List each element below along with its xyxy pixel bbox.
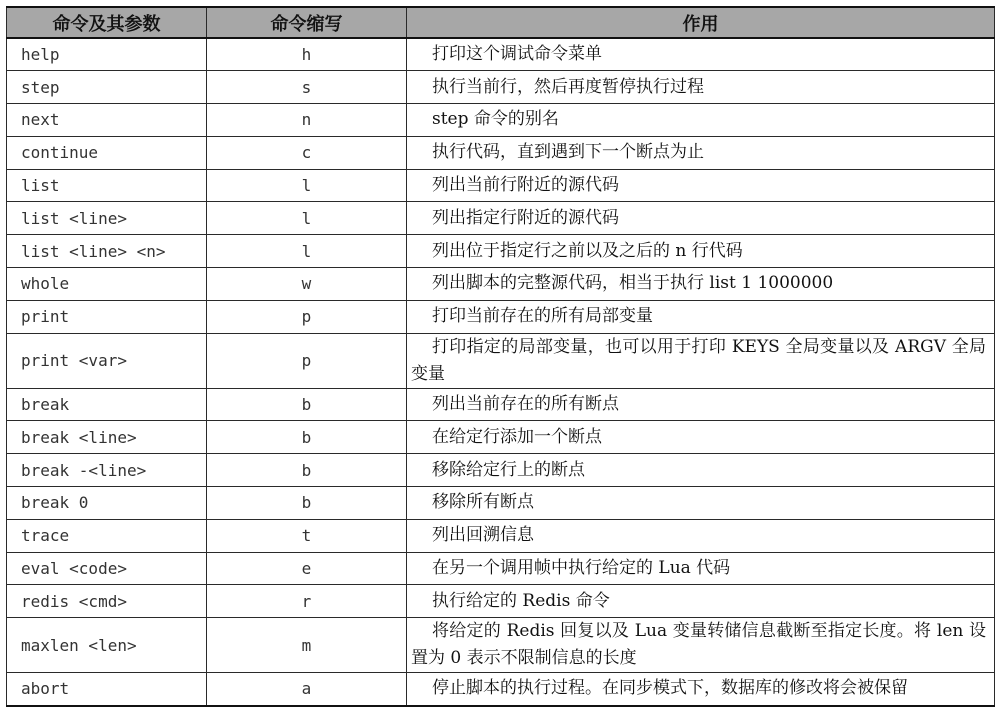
abbreviation-cell: l <box>207 202 407 235</box>
abbreviation-cell: p <box>207 300 407 333</box>
description-cell: 打印这个调试命令菜单 <box>407 38 995 71</box>
table-row <box>7 421 995 454</box>
debug-commands-table-container <box>6 6 994 707</box>
table-row <box>7 71 995 104</box>
debug-commands-table <box>6 6 995 707</box>
description-cell: 列出指定行附近的源代码 <box>407 202 995 235</box>
description-cell: 执行当前行，然后再度暂停执行过程 <box>407 71 995 104</box>
abbreviation-cell: l <box>207 235 407 268</box>
description-cell: 打印指定的局部变量，也可以用于打印 KEYS 全局变量以及 ARGV 全局变量 <box>407 333 995 388</box>
table-row <box>7 388 995 421</box>
abbreviation-cell: l <box>207 169 407 202</box>
table-row <box>7 235 995 268</box>
command-cell: abort <box>7 673 207 706</box>
command-cell: step <box>7 71 207 104</box>
abbreviation-cell: e <box>207 552 407 585</box>
abbreviation-cell: t <box>207 519 407 552</box>
command-cell: trace <box>7 519 207 552</box>
table-row <box>7 300 995 333</box>
table-row <box>7 268 995 301</box>
table-row <box>7 585 995 618</box>
command-cell: print <box>7 300 207 333</box>
header-description: 作用 <box>407 7 995 38</box>
table-row <box>7 169 995 202</box>
command-cell: print <var> <box>7 333 207 388</box>
abbreviation-cell: c <box>207 136 407 169</box>
description-cell: 列出当前行附近的源代码 <box>407 169 995 202</box>
description-cell: 移除所有断点 <box>407 487 995 520</box>
abbreviation-cell: m <box>207 618 407 673</box>
description-cell: 列出当前存在的所有断点 <box>407 388 995 421</box>
command-cell: maxlen <len> <box>7 618 207 673</box>
command-cell: help <box>7 38 207 71</box>
command-cell: break 0 <box>7 487 207 520</box>
abbreviation-cell: b <box>207 388 407 421</box>
command-cell: list <line> <box>7 202 207 235</box>
abbreviation-cell: b <box>207 454 407 487</box>
table-row <box>7 333 995 388</box>
command-cell: whole <box>7 268 207 301</box>
table-row <box>7 104 995 137</box>
table-row <box>7 454 995 487</box>
command-cell: list <box>7 169 207 202</box>
description-cell: 移除给定行上的断点 <box>407 454 995 487</box>
description-cell: 列出脚本的完整源代码，相当于执行 list 1 1000000 <box>407 268 995 301</box>
command-cell: redis <cmd> <box>7 585 207 618</box>
description-cell: 将给定的 Redis 回复以及 Lua 变量转储信息截断至指定长度。将 len 设置为 0 表示不限制信息的长度 <box>407 618 995 673</box>
table-row <box>7 202 995 235</box>
abbreviation-cell: s <box>207 71 407 104</box>
command-cell: next <box>7 104 207 137</box>
abbreviation-cell: n <box>207 104 407 137</box>
description-cell: 执行代码，直到遇到下一个断点为止 <box>407 136 995 169</box>
command-cell: continue <box>7 136 207 169</box>
table-header <box>7 7 995 38</box>
table-body <box>7 38 995 706</box>
command-cell: break <box>7 388 207 421</box>
header-command: 命令及其参数 <box>7 7 207 38</box>
description-cell: 停止脚本的执行过程。在同步模式下，数据库的修改将会被保留 <box>407 673 995 706</box>
description-cell: 在给定行添加一个断点 <box>407 421 995 454</box>
abbreviation-cell: b <box>207 421 407 454</box>
header-row <box>7 7 995 38</box>
table-row <box>7 38 995 71</box>
description-cell: 执行给定的 Redis 命令 <box>407 585 995 618</box>
abbreviation-cell: p <box>207 333 407 388</box>
table-row <box>7 673 995 706</box>
abbreviation-cell: w <box>207 268 407 301</box>
description-cell: 列出回溯信息 <box>407 519 995 552</box>
command-cell: list <line> <n> <box>7 235 207 268</box>
abbreviation-cell: r <box>207 585 407 618</box>
table-row <box>7 487 995 520</box>
description-cell: 列出位于指定行之前以及之后的 n 行代码 <box>407 235 995 268</box>
description-cell: 在另一个调用帧中执行给定的 Lua 代码 <box>407 552 995 585</box>
command-cell: break <line> <box>7 421 207 454</box>
header-abbreviation: 命令缩写 <box>207 7 407 38</box>
abbreviation-cell: h <box>207 38 407 71</box>
table-row <box>7 552 995 585</box>
table-row <box>7 519 995 552</box>
abbreviation-cell: b <box>207 487 407 520</box>
description-cell: 打印当前存在的所有局部变量 <box>407 300 995 333</box>
table-row <box>7 136 995 169</box>
table-row <box>7 618 995 673</box>
description-cell: step 命令的别名 <box>407 104 995 137</box>
command-cell: break -<line> <box>7 454 207 487</box>
command-cell: eval <code> <box>7 552 207 585</box>
abbreviation-cell: a <box>207 673 407 706</box>
